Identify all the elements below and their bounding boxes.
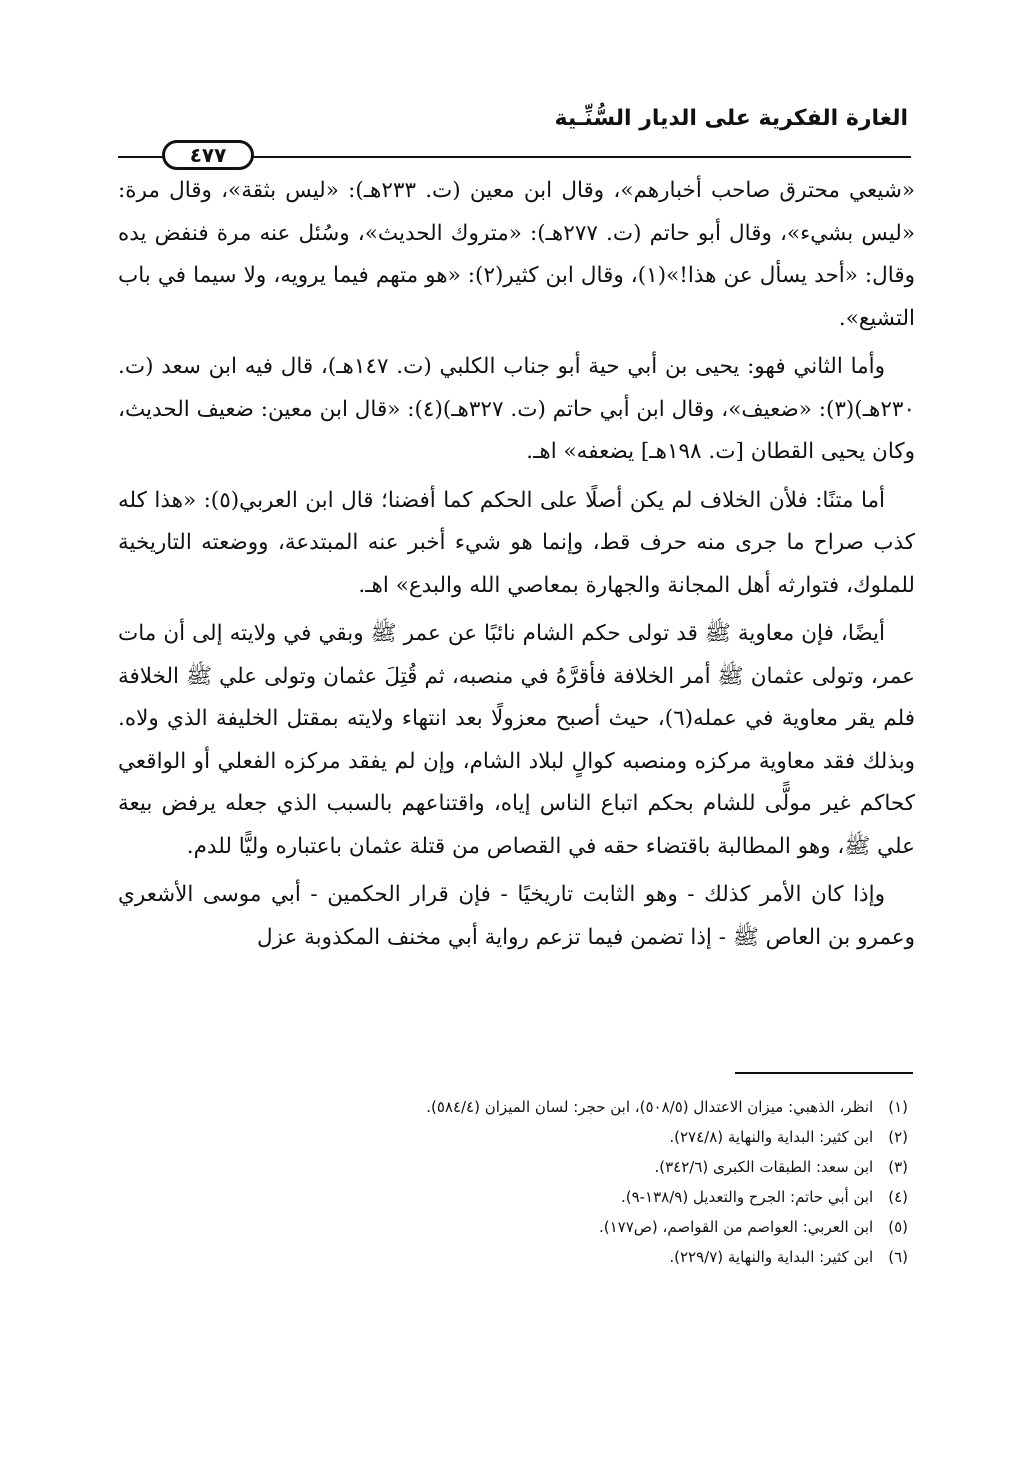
footnotes bbox=[288, 1092, 908, 1272]
page-number-badge: ٤٧٧ bbox=[162, 140, 254, 170]
paragraph-5: وإذا كان الأمر كذلك - وهو الثابت تاريخيًا - فإن قرار الحكمين - أبي موسى الأشعري وعمرو بن العاص ﷺ - إذا تضمن فيما تزعم رواية أبي مخنف المكذوبة عزل bbox=[118, 882, 915, 950]
footnote-2 bbox=[288, 1122, 908, 1152]
footnote-text: ابن كثير: البداية والنهاية (٢٧٤/٨). bbox=[669, 1128, 874, 1146]
footnote-number: (٣) bbox=[888, 1158, 908, 1176]
paragraph-3: أما متنًا: فلأن الخلاف لم يكن أصلًا على الحكم كما أفضنا؛ قال ابن العربي(٥): «هذا كله كذب صراح ما جرى منه حرف قط، وإنما هو شيء أخبر عنه المبتدعة، ووضعته التاريخية للملوك، فتوارثه أهل المجانة والجهارة بمعاصي الله والبدع» اهـ. bbox=[118, 487, 915, 598]
footnote-text: ابن العربي: العواصم من القواصم، (ص١٧٧). bbox=[598, 1218, 874, 1236]
paragraph-4: أيضًا، فإن معاوية ﷺ قد تولى حكم الشام نائبًا عن عمر ﷺ وبقي في ولايته إلى أن مات عمر، وتولى عثمان ﷺ أمر الخلافة فأقرَّهُ في منصبه، ثم قُتِلَ عثمان وتولى علي ﷺ الخلافة فلم يقر معاوية في عمله(٦)، حيث أصبح معزولًا بعد انتهاء ولايته بمقتل الخليفة الذي ولاه. وبذلك فقد معاوية مركزه ومنصبه كوالٍ لبلاد الشام، وإن لم يفقد مركزه الفعلي أو الواقعي كحاكم غير مولًّى للشام بحكم اتباع الناس إياه، واقتناعهم بالسبب الذي جعله يرفض بيعة علي ﷺ، وهو المطالبة باقتضاء حقه في القصاص من قتلة عثمان باعتباره وليًّا للدم. bbox=[118, 621, 915, 859]
running-header-title: الغارة الفكرية على الديار السُّنِّـية bbox=[554, 106, 908, 131]
footnote-text: انظر، الذهبي: ميزان الاعتدال (٥٠٨/٥)، ابن حجر: لسان الميزان (٥٨٤/٤). bbox=[426, 1098, 874, 1116]
footnote-4 bbox=[288, 1182, 908, 1212]
footnote-number: (٢) bbox=[888, 1128, 908, 1146]
footnote-6 bbox=[288, 1242, 908, 1272]
footnote-text: ابن أبي حاتم: الجرح والتعديل (١٣٨/٩-٩). bbox=[620, 1188, 874, 1206]
footnote-number: (٤) bbox=[888, 1188, 908, 1206]
footnote-separator bbox=[735, 1072, 913, 1074]
footnote-1 bbox=[288, 1092, 908, 1122]
footnote-number: (١) bbox=[888, 1098, 908, 1116]
paragraph-1: «شيعي محترق صاحب أخبارهم»، وقال ابن معين (ت. ٢٣٣هـ): «ليس بثقة»، وقال مرة: «ليس بشيء»، وقال أبو حاتم (ت. ٢٧٧هـ): «متروك الحديث»، وسُئل عنه مرة فنفض يده وقال: «أحد يسأل عن هذا!»(١)، وقال ابن كثير(٢): «هو متهم فيما يرويه، ولا سيما في باب التشيع». bbox=[118, 178, 916, 331]
footnote-number: (٦) bbox=[888, 1248, 908, 1266]
paragraph-2: وأما الثاني فهو: يحيى بن أبي حية أبو جناب الكلبي (ت. ١٤٧هـ)، قال فيه ابن سعد (ت. ٢٣٠هـ)(٣): «ضعيف»، وقال ابن أبي حاتم (ت. ٣٢٧هـ)(٤): «قال ابن معين: ضعيف الحديث، وكان يحيى القطان [ت. ١٩٨هـ] يضعفه» اهـ. bbox=[118, 354, 915, 464]
footnote-text: ابن كثير: البداية والنهاية (٢٢٩/٧). bbox=[669, 1248, 874, 1266]
footnote-text: ابن سعد: الطبقات الكبرى (٣٤٢/٦). bbox=[654, 1158, 874, 1176]
body-text bbox=[118, 170, 915, 965]
footnote-3 bbox=[288, 1152, 908, 1182]
footnote-number: (٥) bbox=[888, 1218, 908, 1236]
footnote-5 bbox=[288, 1212, 908, 1242]
